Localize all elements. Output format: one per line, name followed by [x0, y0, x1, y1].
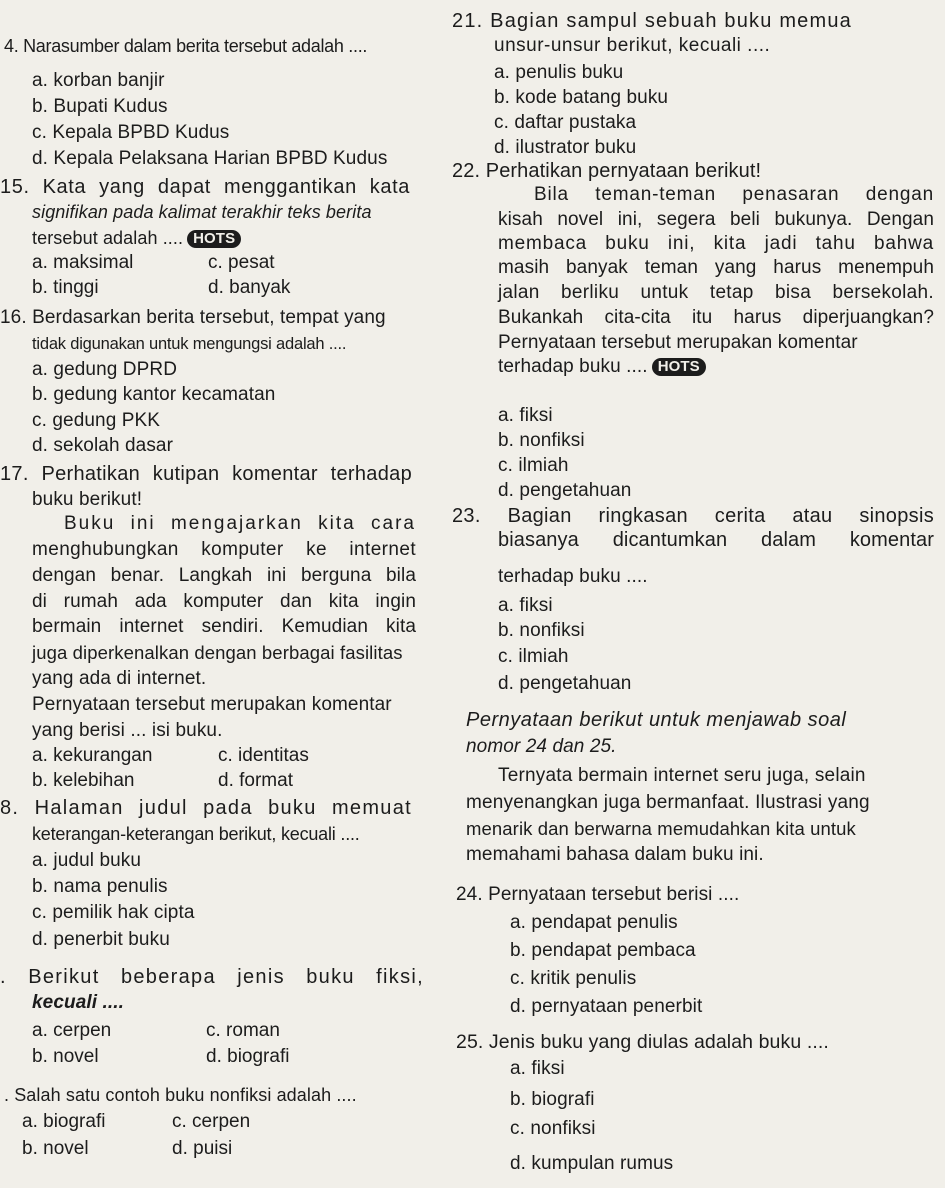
- q19-option-b[interactable]: b. novel: [32, 1046, 99, 1067]
- q19-option-d[interactable]: d. biografi: [206, 1046, 290, 1067]
- q17-option-a[interactable]: a. kekurangan: [32, 745, 153, 766]
- q22-option-a[interactable]: a. fiksi: [498, 405, 553, 426]
- question-21-line1: 21. Bagian sampul sebuah buku memua: [452, 10, 853, 32]
- q17-after-line1: Pernyataan tersebut merupakan komentar: [32, 694, 392, 715]
- question-16-line2: tidak digunakan untuk mengungsi adalah ....: [32, 335, 347, 353]
- q22-quote-line3: membaca buku ini, kita jadi tahu bahwa: [498, 233, 934, 254]
- q24-option-c[interactable]: c. kritik penulis: [510, 968, 637, 989]
- q22-quote-line1: Bila teman-teman penasaran dengan: [534, 184, 934, 205]
- q15-option-d[interactable]: d. banyak: [208, 277, 291, 298]
- q20-option-c[interactable]: c. cerpen: [172, 1111, 251, 1132]
- q16-option-a[interactable]: a. gedung DPRD: [32, 359, 178, 380]
- q22-quote-line5: jalan berliku untuk tetap bisa bersekolah.: [498, 282, 934, 303]
- q19-option-a[interactable]: a. cerpen: [32, 1020, 112, 1041]
- q23-option-a[interactable]: a. fiksi: [498, 595, 553, 616]
- question-23-line3: terhadap buku ....: [498, 566, 648, 587]
- question-15-line3-text: tersebut adalah ....: [32, 228, 184, 248]
- q16-option-c[interactable]: c. gedung PKK: [32, 410, 161, 431]
- question-21-line2: unsur-unsur berikut, kecuali ....: [494, 35, 771, 56]
- passage-line4: memahami bahasa dalam buku ini.: [466, 844, 764, 865]
- question-25-stem: 25. Jenis buku yang diulas adalah buku ....: [456, 1031, 829, 1053]
- q17-quote-line3: dengan benar. Langkah ini berguna bila: [32, 565, 416, 586]
- q17-option-b[interactable]: b. kelebihan: [32, 770, 135, 791]
- q23-option-c[interactable]: c. ilmiah: [498, 646, 569, 667]
- q18-option-c[interactable]: c. pemilik hak cipta: [32, 902, 195, 923]
- question-15-line3: [32, 226, 241, 250]
- instruction-line1: Pernyataan berikut untuk menjawab soal: [466, 709, 847, 731]
- q15-option-a[interactable]: a. maksimal: [32, 252, 134, 273]
- question-23-line2: biasanya dicantumkan dalam komentar: [498, 529, 934, 551]
- q20-option-a[interactable]: a. biografi: [22, 1111, 106, 1132]
- q24-option-b[interactable]: b. pendapat pembaca: [510, 940, 696, 961]
- q21-option-b[interactable]: b. kode batang buku: [494, 87, 669, 108]
- question-20-stem: . Salah satu contoh buku nonfiksi adalah ....: [4, 1085, 357, 1105]
- q22-option-b[interactable]: b. nonfiksi: [498, 430, 585, 451]
- q25-option-a[interactable]: a. fiksi: [510, 1058, 565, 1079]
- q22-after-line2-text: terhadap buku ....: [498, 356, 648, 377]
- passage-line1: Ternyata bermain internet seru juga, selain: [498, 765, 866, 786]
- q20-option-d[interactable]: d. puisi: [172, 1138, 233, 1159]
- question-23-line1: 23. Bagian ringkasan cerita atau sinopsis: [452, 505, 934, 527]
- q16-option-d[interactable]: d. sekolah dasar: [32, 435, 174, 456]
- q22-quote-line2: kisah novel ini, segera beli bukunya. Dengan: [498, 209, 934, 230]
- q4-option-c[interactable]: c. Kepala BPBD Kudus: [32, 122, 230, 143]
- q22-after-line1: Pernyataan tersebut merupakan komentar: [498, 332, 858, 353]
- q18-option-b[interactable]: b. nama penulis: [32, 876, 168, 897]
- q17-quote-line2: menghubungkan komputer ke internet: [32, 539, 416, 560]
- q17-quote-line6: juga diperkenalkan dengan berbagai fasilitas: [32, 642, 403, 663]
- q18-option-d[interactable]: d. penerbit buku: [32, 929, 170, 950]
- hots-badge: HOTS: [652, 358, 706, 376]
- q22-option-c[interactable]: c. ilmiah: [498, 455, 569, 476]
- q25-option-c[interactable]: c. nonfiksi: [510, 1118, 596, 1139]
- q17-quote-line4: di rumah ada komputer dan kita ingin: [32, 591, 416, 612]
- q17-quote-line7: yang ada di internet.: [32, 668, 207, 689]
- q22-after-line2: [498, 355, 706, 379]
- q17-option-c[interactable]: c. identitas: [218, 745, 309, 766]
- q21-option-d[interactable]: d. ilustrator buku: [494, 137, 637, 158]
- q17-option-d[interactable]: d. format: [218, 770, 293, 791]
- instruction-line2: nomor 24 dan 25.: [466, 736, 617, 757]
- question-4-stem: 4. Narasumber dalam berita tersebut adalah ....: [4, 36, 368, 56]
- passage-line2: menyenangkan juga bermanfaat. Ilustrasi yang: [466, 792, 870, 813]
- q25-option-b[interactable]: b. biografi: [510, 1089, 595, 1110]
- question-15-line1: 15. Kata yang dapat menggantikan kata: [0, 176, 410, 198]
- q19-option-c[interactable]: c. roman: [206, 1020, 280, 1041]
- question-18-line1: 8. Halaman judul pada buku memuat: [0, 797, 412, 819]
- question-16-line1: 16. Berdasarkan berita tersebut, tempat yang: [0, 307, 386, 328]
- question-19-line2: kecuali ....: [32, 992, 125, 1013]
- q4-option-d[interactable]: d. Kepala Pelaksana Harian BPBD Kudus: [32, 148, 388, 169]
- passage-line3: menarik dan berwarna memudahkan kita untuk: [466, 818, 856, 839]
- question-24-stem: 24. Pernyataan tersebut berisi ....: [456, 884, 740, 905]
- q22-quote-line4: masih banyak teman yang harus menempuh: [498, 257, 934, 278]
- q21-option-c[interactable]: c. daftar pustaka: [494, 112, 637, 133]
- hots-badge: HOTS: [187, 230, 241, 248]
- q20-option-b[interactable]: b. novel: [22, 1138, 89, 1159]
- question-17-line2: buku berikut!: [32, 489, 143, 510]
- q22-option-d[interactable]: d. pengetahuan: [498, 480, 632, 501]
- q23-option-b[interactable]: b. nonfiksi: [498, 620, 585, 641]
- q17-quote-line1: Buku ini mengajarkan kita cara: [64, 513, 416, 534]
- q25-option-d[interactable]: d. kumpulan rumus: [510, 1153, 674, 1174]
- question-22-stem: 22. Perhatikan pernyataan berikut!: [452, 160, 762, 182]
- q15-option-b[interactable]: b. tinggi: [32, 277, 99, 298]
- q4-option-a[interactable]: a. korban banjir: [32, 70, 165, 91]
- q16-option-b[interactable]: b. gedung kantor kecamatan: [32, 384, 276, 405]
- q24-option-a[interactable]: a. pendapat penulis: [510, 912, 678, 933]
- question-18-line2: keterangan-keterangan berikut, kecuali ....: [32, 824, 360, 844]
- question-17-line1: 17. Perhatikan kutipan komentar terhadap: [0, 463, 412, 485]
- q15-option-c[interactable]: c. pesat: [208, 252, 275, 273]
- q17-quote-line5: bermain internet sendiri. Kemudian kita: [32, 616, 416, 637]
- q22-quote-line6: Bukankah cita-cita itu harus diperjuangkan?: [498, 307, 934, 328]
- q18-option-a[interactable]: a. judul buku: [32, 850, 142, 871]
- q23-option-d[interactable]: d. pengetahuan: [498, 673, 632, 694]
- q4-option-b[interactable]: b. Bupati Kudus: [32, 96, 168, 117]
- q24-option-d[interactable]: d. pernyataan penerbit: [510, 996, 703, 1017]
- question-15-line2: signifikan pada kalimat terakhir teks berita: [32, 202, 372, 222]
- question-19-line1: . Berikut beberapa jenis buku fiksi,: [0, 966, 424, 988]
- q17-after-line2: yang berisi ... isi buku.: [32, 720, 223, 741]
- q21-option-a[interactable]: a. penulis buku: [494, 62, 624, 83]
